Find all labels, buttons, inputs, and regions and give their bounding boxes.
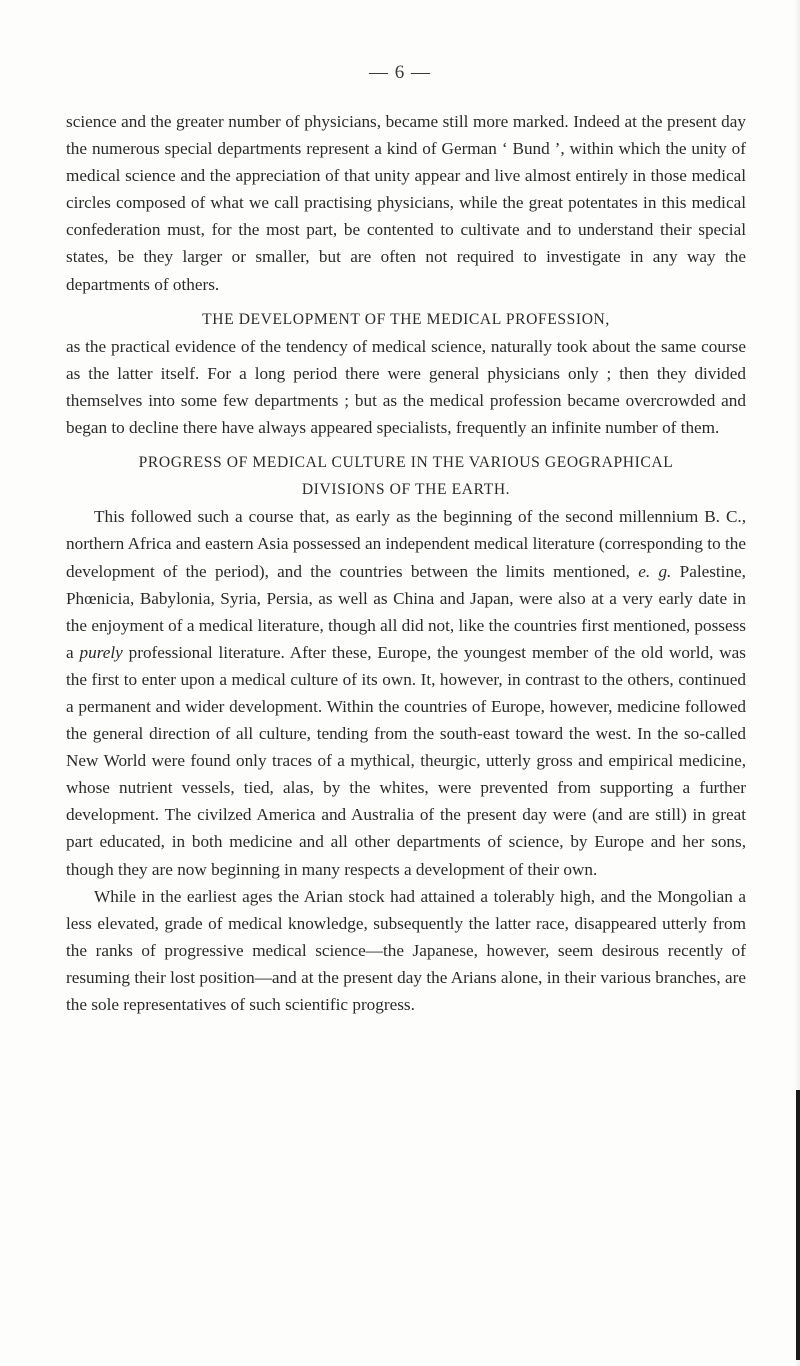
paragraph-3-part-3: professional literature. After these, Europe, the youngest member of the old world, was the first to enter upon a medical culture of its own. It, however, in contrast to the others, continued a permanent and wider development. Within the countries of Europe, however, medicine followed the general direction of all culture, tending from the south-east toward the west. In the so-called New World were found only traces of a mythical, theurgic, utterly gross and empirical medicine, whose nutrient vessels, tied, alas, by the whites, were prevented from supporting a further development. The civilzed America and Australia of the present day were (and are still) in great part educated, in both medicine and all other departments of science, by Europe and her sons, though they are now beginning in many respects a development of their own. [66,642,746,879]
paragraph-1: science and the greater number of physicians, became still more marked. Indeed at the present day the numerous special departments represent a kind of German ‘ Bund ’, within which the unity of medical science and the appreciation of that unity appear and live almost entirely in those medical circles composed of what we call practising physicians, while the great potentates in this medical confederation must, for the most part, be contented to cultivate and to understand their special states, be they larger or smaller, but are often not required to investigate in any way the departments of others. [66,112,746,294]
paragraph-3 [66,503,746,882]
heading-geographical-line-1: PROGRESS OF MEDICAL CULTURE IN THE VARIOUS GEOGRAPHICAL [138,454,674,472]
paragraph-3-part-2: Palestine, Phœnicia, Babylonia, Syria, Persia, as well as China and Japan, were also at a very early date in the enjoyment of a medical literature, though all did not, like the countries first mentioned, possess a [66,561,746,662]
paragraph-3-purely: purely [79,642,123,662]
heading-medical-profession: THE DEVELOPMENT OF THE MEDICAL PROFESSION, [202,310,610,328]
paragraph-2: as the practical evidence of the tendency of medical science, naturally took about the same course as the latter itself. For a long period there were general physicians only ; then they divided themselves into some few departments ; but as the medical profession became overcrowded and began to decline there have always appeared specialists, frequently an infinite number of them. [66,336,746,438]
page-edge-dark-strip [796,1090,800,1360]
heading-geographical-divisions [66,449,746,503]
heading-geographical-line-2: DIVISIONS OF THE EARTH. [301,481,511,499]
paragraph-3-eg: e. g. [638,561,672,581]
body-text [66,108,746,1018]
paragraph-3-part-1: This followed such a course that, as early as the beginning of the second millennium B. C., northern Africa and eastern Asia possessed an independent medical literature (corresponding to the development of the period), and the countries between the limits mentioned, [66,507,746,581]
paragraph-4: While in the earliest ages the Arian stock had attained a tolerably high, and the Mongolian a less elevated, grade of medical knowledge, subsequently the latter race, disappeared utterly from the ranks of progressive medical science—the Japanese, however, seem desirous recently of resuming their lost position—and at the present day the Arians alone, in their various branches, are the sole representatives of such scientific progress. [66,886,746,1014]
page-number: — 6 — [369,62,431,83]
